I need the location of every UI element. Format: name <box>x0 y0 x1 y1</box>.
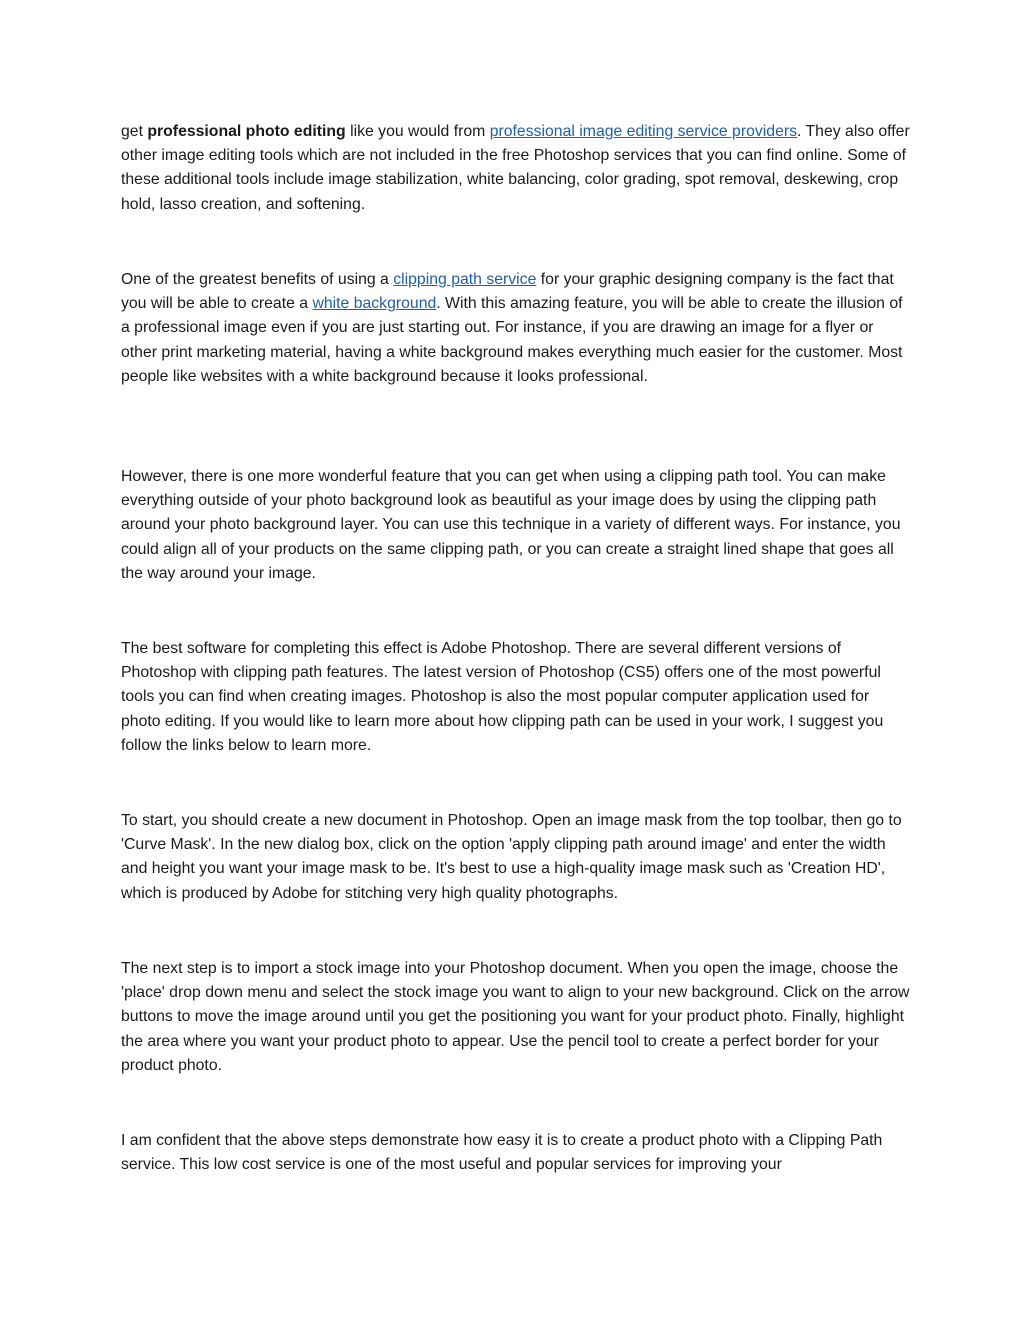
text-run: . They also offer other image editing tools which are not included in the free Photoshop services that you can find online. Some of these additional tools include image stabilization, white balancing, color grading, spot removal, deskewing, crop hold, lasso creation, and softening. <box>121 123 910 213</box>
paragraph-intro-editing-tools <box>121 120 911 217</box>
paragraph-import-stock-image <box>121 957 911 1078</box>
text-run: To start, you should create a new document in Photoshop. Open an image mask from the top toolbar, then go to 'Curve Mask'. In the new dialog box, click on the option 'apply clipping path around image' and enter the width and height you want your image mask to be. It's best to use a high-quality image mask such as 'Creation HD', which is produced by Adobe for stitching very high quality photographs. <box>121 812 902 902</box>
text-run: I am confident that the above steps demonstrate how easy it is to create a product photo with a Clipping Path service. This low cost service is one of the most useful and popular services for improving your <box>121 1132 883 1174</box>
text-run: One of the greatest benefits of using a <box>121 271 394 288</box>
text-run: get <box>121 123 148 140</box>
bold-phrase-professional-photo-editing: professional photo editing <box>147 123 346 140</box>
link-white-background[interactable]: white background <box>312 295 437 313</box>
paragraph-create-new-document <box>121 809 911 906</box>
paragraph-best-software <box>121 637 911 758</box>
text-run: The next step is to import a stock image into your Photoshop document. When you open the image, choose the 'place' drop down menu and select the stock image you want to align to your new background. Click on the arrow buttons to move the image around until you get the positioning you want for your product photo. Finally, highlight the area where you want your product photo to appear. Use the pencil tool to create a perfect border for your product photo. <box>121 960 910 1074</box>
text-run: . With this amazing feature, you will be able to create the illusion of a professional image even if you are just starting out. For instance, if you are drawing an image for a flyer or other print marketing material, having a white background makes everything much easier for the customer. Most people like websites with a white background because it looks professional. <box>121 295 903 385</box>
link-professional-image-editing-service-providers[interactable]: professional image editing service providers <box>489 123 798 140</box>
text-run: The best software for completing this effect is Adobe Photoshop. There are several different versions of Photoshop with clipping path features. The latest version of Photoshop (CS5) offers one of the most powerful tools you can find when creating images. Photoshop is also the most popular computer application used for photo editing. If you would like to learn more about how clipping path can be used in your work, I suggest you follow the links below to learn more. <box>121 640 884 754</box>
paragraph-conclusion <box>121 1129 911 1177</box>
text-run: for your graphic designing company is the fact that you will be able to create a <box>121 271 894 313</box>
paragraph-clipping-path-benefits <box>121 268 911 389</box>
text-run: However, there is one more wonderful feature that you can get when using a clipping path tool. You can make everything outside of your photo background look as beautiful as your image does by using the clipping path around your photo background layer. You can use this technique in a variety of different ways. For instance, you could align all of your products on the same clipping path, or you can create a straight lined shape that goes all the way around your image. <box>121 468 901 582</box>
paragraph-clipping-path-feature <box>121 465 911 586</box>
link-clipping-path-service[interactable]: clipping path service <box>393 271 537 288</box>
text-run: like you would from <box>345 123 490 140</box>
